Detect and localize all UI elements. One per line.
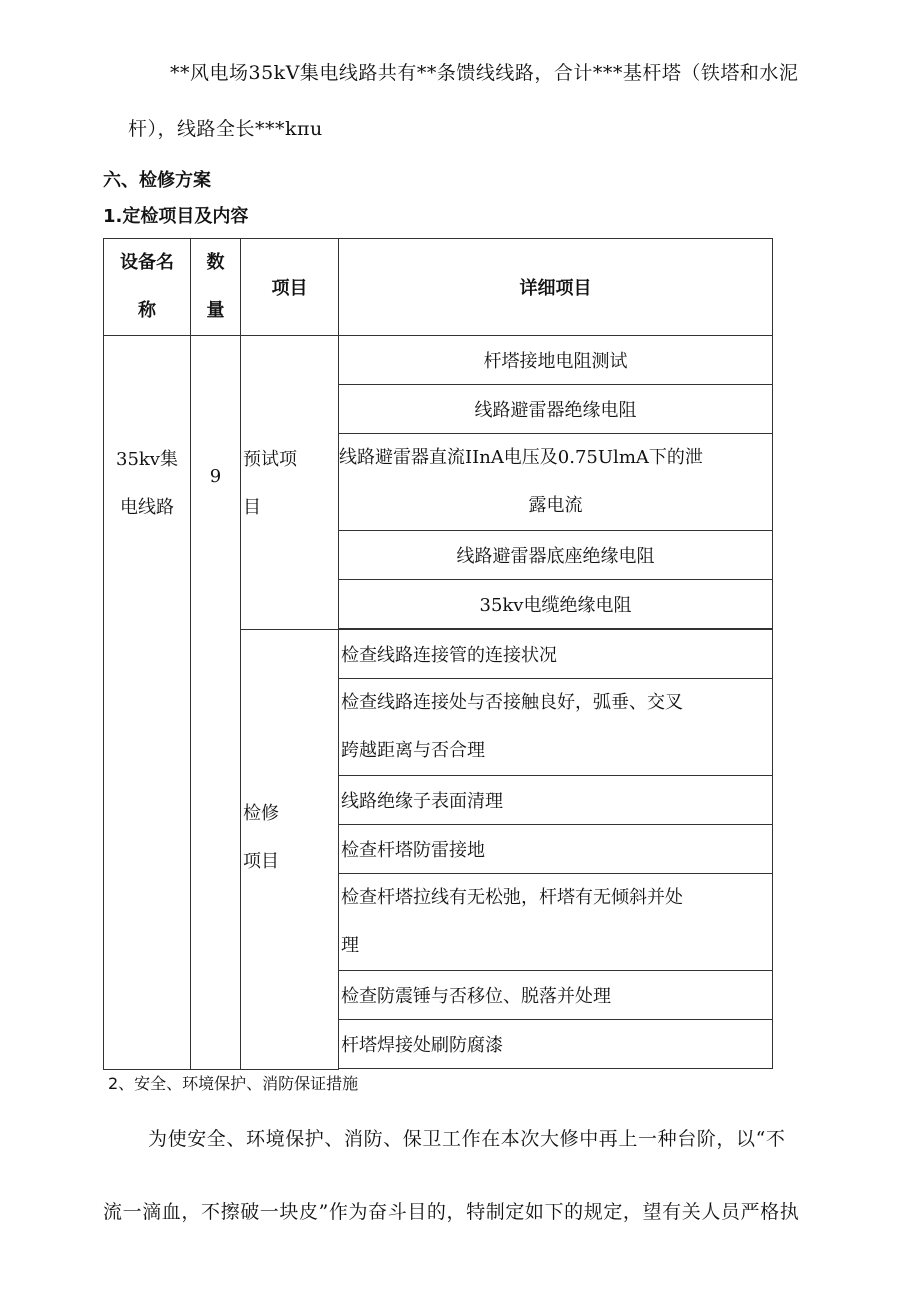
detail-cell bbox=[339, 874, 773, 971]
equipment-line1: 35kv集 bbox=[116, 449, 178, 470]
table-row bbox=[104, 336, 773, 385]
section-2-heading: 2、安全、环境保护、消防保证措施 bbox=[108, 1074, 359, 1093]
header-quantity-line2: 量 bbox=[206, 300, 225, 321]
detail-cell bbox=[339, 679, 773, 776]
section-6-heading: 六、检修方案 bbox=[103, 170, 211, 191]
detail-line1: 线路避雷器直流IInA电压及0.75UlmA下的泄 bbox=[339, 447, 703, 468]
inspection-table bbox=[103, 238, 773, 1070]
section-2-paragraph-line-2: 流一滴血，不擦破一块皮”作为奋斗目的，特制定如下的规定，望有关人员严格执 bbox=[103, 1201, 800, 1223]
group-2-label bbox=[241, 630, 339, 1070]
equipment-line2: 电线路 bbox=[120, 497, 174, 518]
detail-cell: 杆塔焊接处刷防腐漆 bbox=[339, 1020, 773, 1069]
group-1-label-line1: 预试项 bbox=[243, 449, 297, 470]
table-header-row bbox=[104, 239, 773, 336]
detail-line2: 理 bbox=[341, 935, 359, 956]
detail-cell: 杆塔接地电阻测试 bbox=[339, 336, 773, 385]
header-equipment-line2: 称 bbox=[138, 300, 156, 321]
detail-cell: 检查线路连接管的连接状况 bbox=[339, 630, 773, 679]
intro-line-2: 杆），线路全长***kπu bbox=[128, 118, 323, 140]
quantity-cell: 9 bbox=[191, 336, 241, 1070]
detail-cell: 线路绝缘子表面清理 bbox=[339, 776, 773, 825]
header-equipment bbox=[104, 239, 191, 336]
header-item: 项目 bbox=[241, 239, 339, 336]
group-1-label-line2: 目 bbox=[243, 497, 261, 518]
detail-cell: 35kv电缆绝缘电阻 bbox=[339, 580, 773, 629]
detail-cell: 线路避雷器绝缘电阻 bbox=[339, 385, 773, 434]
header-equipment-line1: 设备名 bbox=[120, 252, 174, 273]
section-6-1-heading: 1.定检项目及内容 bbox=[103, 206, 249, 227]
detail-line2: 露电流 bbox=[528, 495, 583, 516]
detail-line1: 检查线路连接处与否接触良好，弧垂、交叉 bbox=[341, 692, 683, 713]
detail-cell bbox=[339, 434, 773, 531]
detail-line1: 检查杆塔拉线有无松弛，杆塔有无倾斜并处 bbox=[341, 887, 683, 908]
intro-line-1: **风电场35kV集电线路共有**条馈线线路，合计***基杆塔（铁塔和水泥 bbox=[170, 62, 799, 84]
equipment-cell bbox=[104, 336, 191, 1070]
detail-line2: 跨越距离与否合理 bbox=[341, 740, 485, 761]
header-quantity-line1: 数 bbox=[206, 252, 225, 273]
spacer-cell bbox=[339, 1069, 773, 1070]
detail-cell: 线路避雷器底座绝缘电阻 bbox=[339, 531, 773, 580]
group-1-label bbox=[241, 336, 339, 630]
detail-cell: 检查杆塔防雷接地 bbox=[339, 825, 773, 874]
header-quantity bbox=[191, 239, 241, 336]
group-2-label-line2: 项目 bbox=[243, 851, 279, 872]
group-2-label-line1: 检修 bbox=[243, 803, 279, 824]
header-detail: 详细项目 bbox=[339, 239, 773, 336]
section-2-paragraph-line-1: 为使安全、环境保护、消防、保卫工作在本次大修中再上一种台阶，以“不 bbox=[148, 1128, 786, 1150]
detail-cell: 检查防震锤与否移位、脱落并处理 bbox=[339, 971, 773, 1020]
